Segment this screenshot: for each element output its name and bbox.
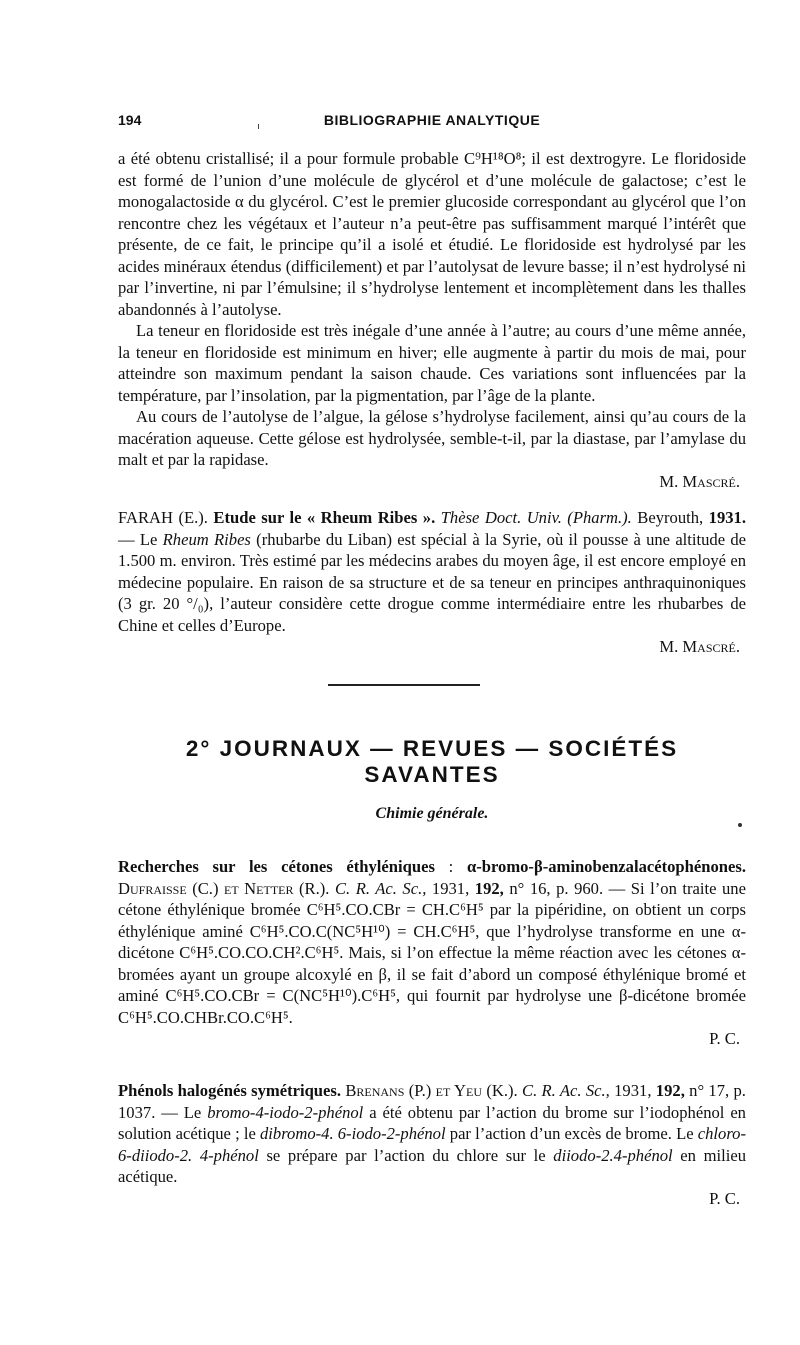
signature: M. Mascré. [659,637,740,656]
paragraph: Phénols halogénés symétriques. Brenans (P.) et Yeu (K.). C. R. Ac. Sc., 1931, 192, n° 17, p. 1037. — Le bromo-4-iodo-2-phénol a été obtenu par l’action du brome sur l’iodophénol en solution acétique ; le dibromo-4. 6-iodo-2-phénol par l’action d’un excès de brome. Le chloro-6-diiodo-2. 4-phénol se prépare par l’action du chlore sur le diiodo-2.4-phénol en milieu acétique. [118,1081,746,1186]
article-author: FARAH (E.). [118,508,208,527]
journal-name: C. R. Ac. Sc., [522,1081,610,1100]
section-title: 2° JOURNAUX — REVUES — SOCIÉTÉS SAVANTES [185,736,679,787]
article-cetones [118,856,746,1050]
page-number: 194 [118,112,142,128]
signature: P. C. [709,1188,740,1208]
article-authors: Brenans (P.) et Yeu (K.). [345,1081,518,1100]
compound-name: diiodo-2.4-phénol [553,1145,673,1165]
article-floridoside [118,148,746,492]
compound-name: bromo-4-iodo-2-phénol [207,1102,364,1122]
running-title: BIBLIOGRAPHIE ANALYTIQUE [323,112,541,128]
compound-name: chloro-6-diiodo-2. 4-phénol [118,1124,746,1165]
article-reference: Thèse Doct. Univ. (Pharm.). [440,508,632,527]
section-divider [328,684,480,686]
print-mark [258,124,259,129]
paragraph: a été obtenu cristallisé; il a pour formule probable C⁹H¹⁸O⁸; il est dextrogyre. Le floridoside est formé de l’union d’une molécule de glycérol et d’une molécule de galactose; c’est le monogalactoside α du glycérol. C’est le premier glucoside correspondant au glycérol que l’on rencontre chez les végétaux et l’auteur n’a peut-être pas suffisamment marqué l’intérêt que présente, de ce fait, le principe qu’il a isolé et étudié. Le floridoside est hydrolysé par les acides minéraux étendus (difficilement) et par l’autolysat de levure basse; il n’est hydrolysé ni par l’invertine, ni par l’émulsine; il s’hydrolyse lentement et incomplètement dans les thalles abandonnés à l’autolyse. [118,149,746,319]
journal-name: C. R. Ac. Sc., [334,878,427,898]
signature: M. Mascré. [659,471,740,491]
article-authors: Dufraisse (C.) et Netter (R.). [118,878,330,898]
compound-name: dibromo-4. 6-iodo-2-phénol [260,1124,446,1143]
article-title: Recherches sur les cétones éthyléniques [118,857,435,876]
article-title: Phénols halogénés symétriques. [118,1081,341,1100]
print-dot [738,823,742,827]
article-title: Etude sur le « Rheum Ribes ». [213,508,436,527]
article-rheum-ribes [118,507,746,658]
running-header [118,112,746,132]
paragraph: Au cours de l’autolyse de l’algue, la gélose s’hydrolyse facilement, ainsi qu’au cours de la macération aqueuse. Cette gélose est hydrolysée, semble-t-il, par la diastase, par l’amylase du malt et par la rapidase. [118,407,746,469]
signature: P. C. [709,1029,740,1048]
plant-name: Rheum Ribes [162,529,251,549]
paragraph: Recherches sur les cétones éthyléniques : α-bromo-β-aminobenzalacétophénones. Dufraisse (C.) et Netter (R.). C. R. Ac. Sc., 1931, 192, n° 16, p. 960. — Si l’on traite une cétone éthylénique bromée C⁶H⁵.CO.CBr = CH.C⁶H⁵ par la pipéridine, on obtient un corps éthylénique aminé C⁶H⁵.CO.C(NC⁵H¹⁰) = CH.C⁶H⁵, que l’hydrolyse transforme en une α-dicétone C⁶H⁵.CO.CO.CH².C⁶H⁵. Mais, si l’on effectue la même réaction avec les cétones α-bromées ayant un groupe alcoxylé en β, il se fait d’abord un composé éthylénique bromé et aminé C⁶H⁵.CO.CBr = C(NC⁵H¹⁰).C⁶H⁵, qui fournit par hydrolyse une β-dicétone bromée C⁶H⁵.CO.CHBr.CO.C⁶H⁵. [118,857,746,1027]
article-phenols [118,1080,746,1209]
paragraph: FARAH (E.). Etude sur le « Rheum Ribes ». Thèse Doct. Univ. (Pharm.). Beyrouth, 1931. — Le Rheum Ribes (rhubarbe du Liban) est spécial à la Syrie, où il pousse à une altitude de 1.500 m. environ. Très estimé par les médecins arabes du moyen âge, il est encore employé en médecine populaire. En raison de sa structure et de sa teneur en principes anthraquinoniques (3 gr. 20 °/₀), l’auteur considère cette drogue comme intermédiaire entre les rhubarbes de Chine et celles d’Europe. [118,508,747,635]
paragraph: La teneur en floridoside est très inégale d’une année à l’autre; au cours d’une même année, la teneur en floridoside est minimum en hiver; elle augmente à partir du mois de mai, pour atteindre son maximum pendant la saison chaude. Ces variations sont influencées par la température, par l’insolation, par la pigmentation, par l’âge de la plante. [118,321,746,405]
subsection-title: Chimie générale. [375,805,489,822]
article-subtitle: α-bromo-β-aminobenzalacétophénones. [466,857,746,876]
